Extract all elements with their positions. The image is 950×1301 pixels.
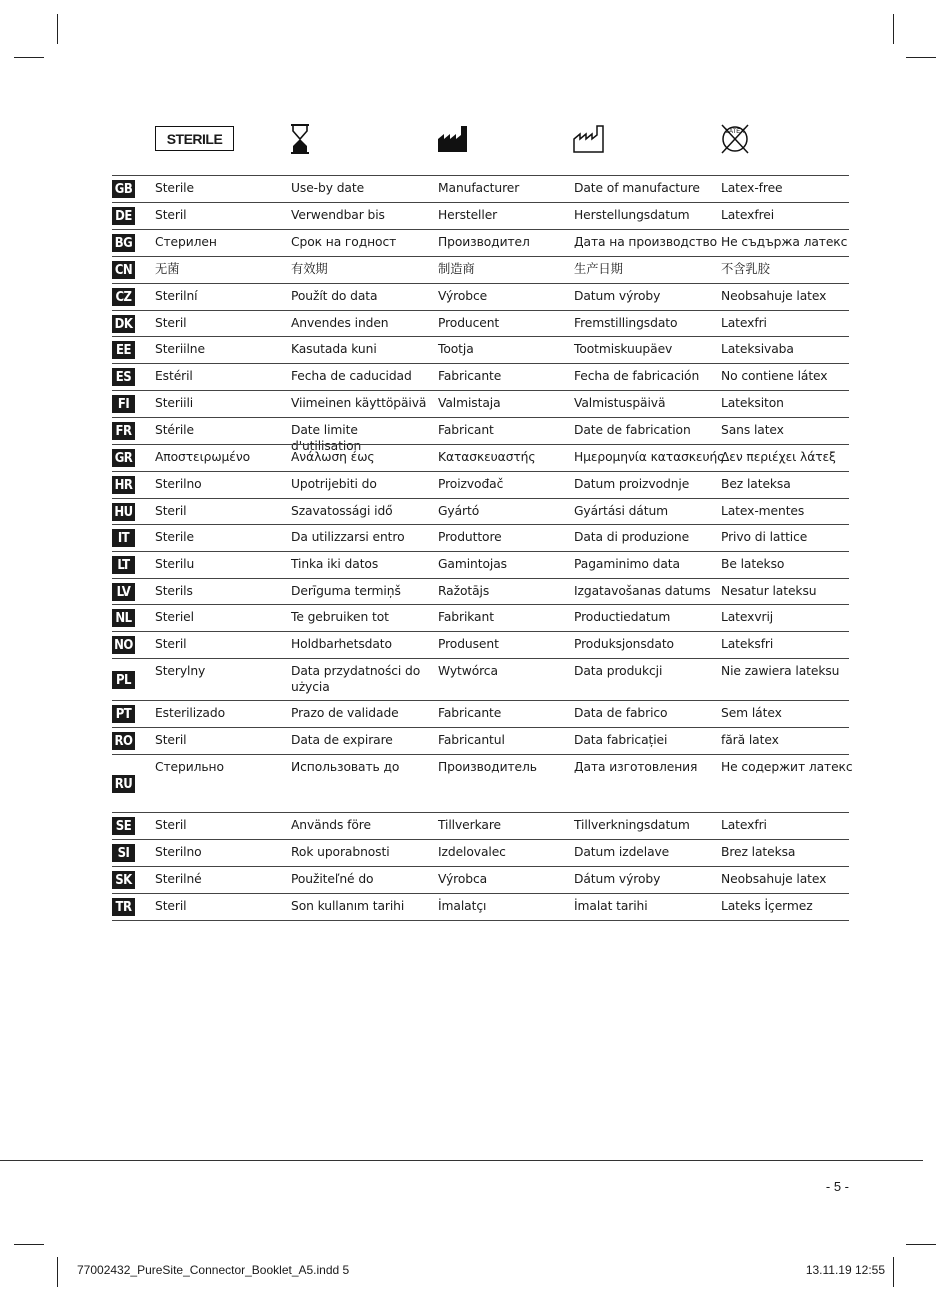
cell-c3: Fabricantul [438,733,505,747]
cell-c3: Gyártó [438,504,480,518]
country-code-badge: BG [112,234,135,252]
cell-c4: Tootmiskuupäev [574,342,673,356]
cell-c2: Rok uporabnosti [291,845,390,859]
footer-rule [0,1160,923,1161]
cell-c4: 生产日期 [574,262,623,276]
country-code-badge: GR [112,449,135,467]
cell-c2: Da utilizzarsi entro [291,530,405,544]
country-code-badge: RO [112,732,135,750]
crop-mark [893,14,894,44]
cell-c1: Sterilné [155,872,202,886]
cell-c3: Valmistaja [438,396,501,410]
cell-c2: Použít do data [291,289,378,303]
cell-c3: Tootja [438,342,474,356]
cell-c4: Ημερομηνία κατασκευής [574,450,725,464]
country-code-badge: NL [112,609,135,627]
cell-c2: Te gebruiken tot [291,610,389,624]
cell-c5: Privo di lattice [721,530,808,544]
cell-c3: Izdelovalec [438,845,506,859]
cell-c4: Dátum výroby [574,872,661,886]
cell-c1: 无菌 [155,262,180,276]
country-code-badge: SI [112,844,135,862]
cell-c3: 制造商 [438,262,475,276]
table-row [112,336,849,363]
cell-c1: Sterile [155,181,194,195]
cell-c2: Används före [291,818,371,832]
cell-c3: Fabricante [438,369,502,383]
cell-c2: Verwendbar bis [291,208,385,222]
cell-c1: Esterilizado [155,706,225,720]
country-code-badge: DK [112,315,135,333]
table-row [112,578,849,604]
cell-c1: Steriel [155,610,194,624]
cell-c3: Proizvođač [438,477,504,491]
cell-c3: Producent [438,316,500,330]
cell-c2: Son kullanım tarihi [291,899,405,913]
cell-c5: Не съдържа латекс [721,235,848,249]
country-code-badge: HU [112,503,135,521]
cell-c4: Data produkcji [574,664,663,678]
cell-c1: Стерилен [155,235,217,249]
cell-c5: Latexvrij [721,610,774,624]
country-code-badge: CN [112,261,135,279]
sterile-icon: STERILE [155,126,234,151]
page-number: - 5 - [825,1179,849,1194]
cell-c3: Tillverkare [438,818,501,832]
table-row [112,283,849,310]
cell-c1: Estéril [155,369,193,383]
cell-c2: 有效期 [291,262,328,276]
table-row [112,363,849,390]
cell-c3: Fabrikant [438,610,494,624]
cell-c1: Steril [155,208,187,222]
cell-c1: Sterilno [155,845,202,859]
cell-c3: Gamintojas [438,557,507,571]
country-code-badge: IT [112,529,135,547]
cell-c3: Fabricant [438,423,494,437]
cell-c2: Prazo de validade [291,706,399,720]
symbol-translation-table [112,175,853,921]
cell-c2: Использовать до [291,760,400,774]
file-slug: 77002432_PureSite_Connector_Booklet_A5.indd 5 [77,1263,350,1277]
cell-c5: Neobsahuje latex [721,289,827,303]
cell-c2: Ανάλωση έως [291,450,375,464]
table-row [112,498,849,524]
cell-c4: Date of manufacture [574,181,700,195]
cell-c2: Szavatossági idő [291,504,393,518]
table-row [112,727,849,754]
cell-c1: Steril [155,733,187,747]
cell-c2: Kasutada kuni [291,342,377,356]
cell-c3: Produttore [438,530,502,544]
crop-mark [906,57,936,58]
cell-c1: Sterilní [155,289,198,303]
cell-c1: Steril [155,637,187,651]
cell-c1: Стерильно [155,760,224,774]
cell-c3: İmalatçı [438,899,487,913]
cell-c3: Wytwórca [438,664,498,678]
cell-c3: Hersteller [438,208,498,222]
cell-c1: Sterile [155,530,194,544]
table-row [112,658,849,700]
cell-c4: Valmistuspäivä [574,396,666,410]
country-code-badge: ES [112,368,135,386]
cell-c5: Δεν περιέχει λάτεξ [721,450,836,464]
cell-c1: Sterylny [155,664,206,678]
cell-c5: Latexfri [721,316,767,330]
table-row [112,700,849,727]
latex-free-icon [719,122,751,156]
cell-c1: Steriili [155,396,194,410]
cell-c5: Nesatur lateksu [721,584,817,598]
table-row [112,256,849,283]
cell-c3: Fabricante [438,706,502,720]
cell-c3: Производител [438,235,530,249]
cell-c5: fără latex [721,733,779,747]
table-row [112,444,849,471]
country-code-badge: LT [112,556,135,574]
cell-c2: Použiteľné do [291,872,374,886]
table-row [112,417,849,453]
cell-c2: Use-by date [291,181,365,195]
table-row [112,839,849,866]
country-code-badge: RU [112,775,135,793]
country-code-badge: DE [112,207,135,225]
hourglass-icon [290,124,310,154]
cell-c5: Latexfri [721,818,767,832]
cell-c5: Be latekso [721,557,785,571]
country-code-badge: HR [112,476,135,494]
cell-c4: Дата изготовления [574,760,698,774]
table-row [112,524,849,551]
cell-c5: Lateksivaba [721,342,794,356]
cell-c4: Izgatavošanas datums [574,584,711,598]
table-row [112,631,849,658]
cell-c4: Datum izdelave [574,845,670,859]
print-date-slug: 13.11.19 12:55 [805,1263,885,1277]
cell-c5: Latex-free [721,181,783,195]
cell-c1: Sterils [155,584,193,598]
cell-c3: Produsent [438,637,499,651]
cell-c3: Κατασκευαστής [438,450,536,464]
country-code-badge: TR [112,898,135,916]
cell-c4: Pagaminimo data [574,557,680,571]
cell-c3: Ražotājs [438,584,490,598]
cell-c4: Produksjonsdato [574,637,674,651]
cell-c1: Sterilu [155,557,195,571]
cell-c5: Sem látex [721,706,782,720]
cell-c4: Data de fabrico [574,706,668,720]
country-code-badge: PL [112,671,135,689]
country-code-badge: SK [112,871,135,889]
cell-c1: Steril [155,316,187,330]
cell-c5: 不含乳胶 [721,262,770,276]
cell-c2: Data przydatności do użycia [291,664,421,694]
cell-c4: Data fabricației [574,733,668,747]
country-code-badge: EE [112,341,135,359]
cell-c4: Datum proizvodnje [574,477,690,491]
cell-c5: No contiene látex [721,369,828,383]
cell-c4: Date de fabrication [574,423,691,437]
manufacture-date-icon [573,125,605,153]
crop-mark [14,1244,44,1245]
cell-c5: Bez lateksa [721,477,791,491]
cell-c3: Výrobca [438,872,488,886]
crop-mark [57,1257,58,1287]
table-row [112,471,849,498]
cell-c2: Derīguma termiņš [291,584,401,598]
latex-label: LATEX [725,129,745,135]
cell-c2: Anvendes inden [291,316,389,330]
table-row [112,229,849,256]
country-code-badge: SE [112,817,135,835]
cell-c2: Viimeinen käyttöpäivä [291,396,427,410]
cell-c5: Brez lateksa [721,845,796,859]
table-row [112,175,849,202]
crop-mark [57,14,58,44]
table-row [112,812,849,839]
crop-mark [14,57,44,58]
cell-c5: Latexfrei [721,208,775,222]
country-code-badge: FI [112,395,135,413]
cell-c3: Výrobce [438,289,488,303]
table-row [112,202,849,229]
cell-c5: Lateksfri [721,637,774,651]
cell-c1: Stérile [155,423,194,437]
cell-c3: Manufacturer [438,181,520,195]
cell-c2: Date limite d'utilisation [291,423,362,453]
cell-c2: Tinka iki datos [291,557,379,571]
cell-c4: Fremstillingsdato [574,316,678,330]
table-row [112,390,849,417]
cell-c4: Tillverkningsdatum [574,818,690,832]
crop-mark [893,1257,894,1287]
cell-c5: Neobsahuje latex [721,872,827,886]
country-code-badge: LV [112,583,135,601]
cell-c3: Производитель [438,760,537,774]
cell-c2: Срок на годност [291,235,397,249]
cell-c2: Holdbarhetsdato [291,637,392,651]
cell-c1: Steriilne [155,342,205,356]
cell-c5: Latex-mentes [721,504,805,518]
country-code-badge: GB [112,180,135,198]
cell-c4: Herstellungsdatum [574,208,690,222]
cell-c4: Gyártási dátum [574,504,669,518]
table-row [112,310,849,336]
cell-c5: Lateks İçermez [721,899,813,913]
factory-icon [437,125,469,153]
table-row [112,754,853,812]
crop-mark [906,1244,936,1245]
cell-c4: Productiedatum [574,610,671,624]
cell-c4: Дата на производство [574,235,718,249]
cell-c2: Data de expirare [291,733,393,747]
cell-c1: Αποστειρωμένο [155,450,251,464]
country-code-badge: NO [112,636,135,654]
table-row [112,893,849,921]
table-row [112,604,849,631]
country-code-badge: PT [112,705,135,723]
cell-c5: Nie zawiera lateksu [721,664,840,678]
cell-c1: Steril [155,818,187,832]
symbol-header [0,118,950,162]
table-row [112,551,849,578]
cell-c5: Sans latex [721,423,784,437]
cell-c5: Не содержит латекс [721,760,853,774]
cell-c4: Fecha de fabricación [574,369,700,383]
table-row [112,866,849,893]
cell-c4: Data di produzione [574,530,690,544]
cell-c2: Upotrijebiti do [291,477,377,491]
cell-c4: İmalat tarihi [574,899,648,913]
cell-c1: Steril [155,899,187,913]
cell-c4: Datum výroby [574,289,661,303]
cell-c1: Steril [155,504,187,518]
cell-c2: Fecha de caducidad [291,369,412,383]
country-code-badge: FR [112,422,135,440]
country-code-badge: CZ [112,288,135,306]
cell-c5: Lateksiton [721,396,784,410]
cell-c1: Sterilno [155,477,202,491]
